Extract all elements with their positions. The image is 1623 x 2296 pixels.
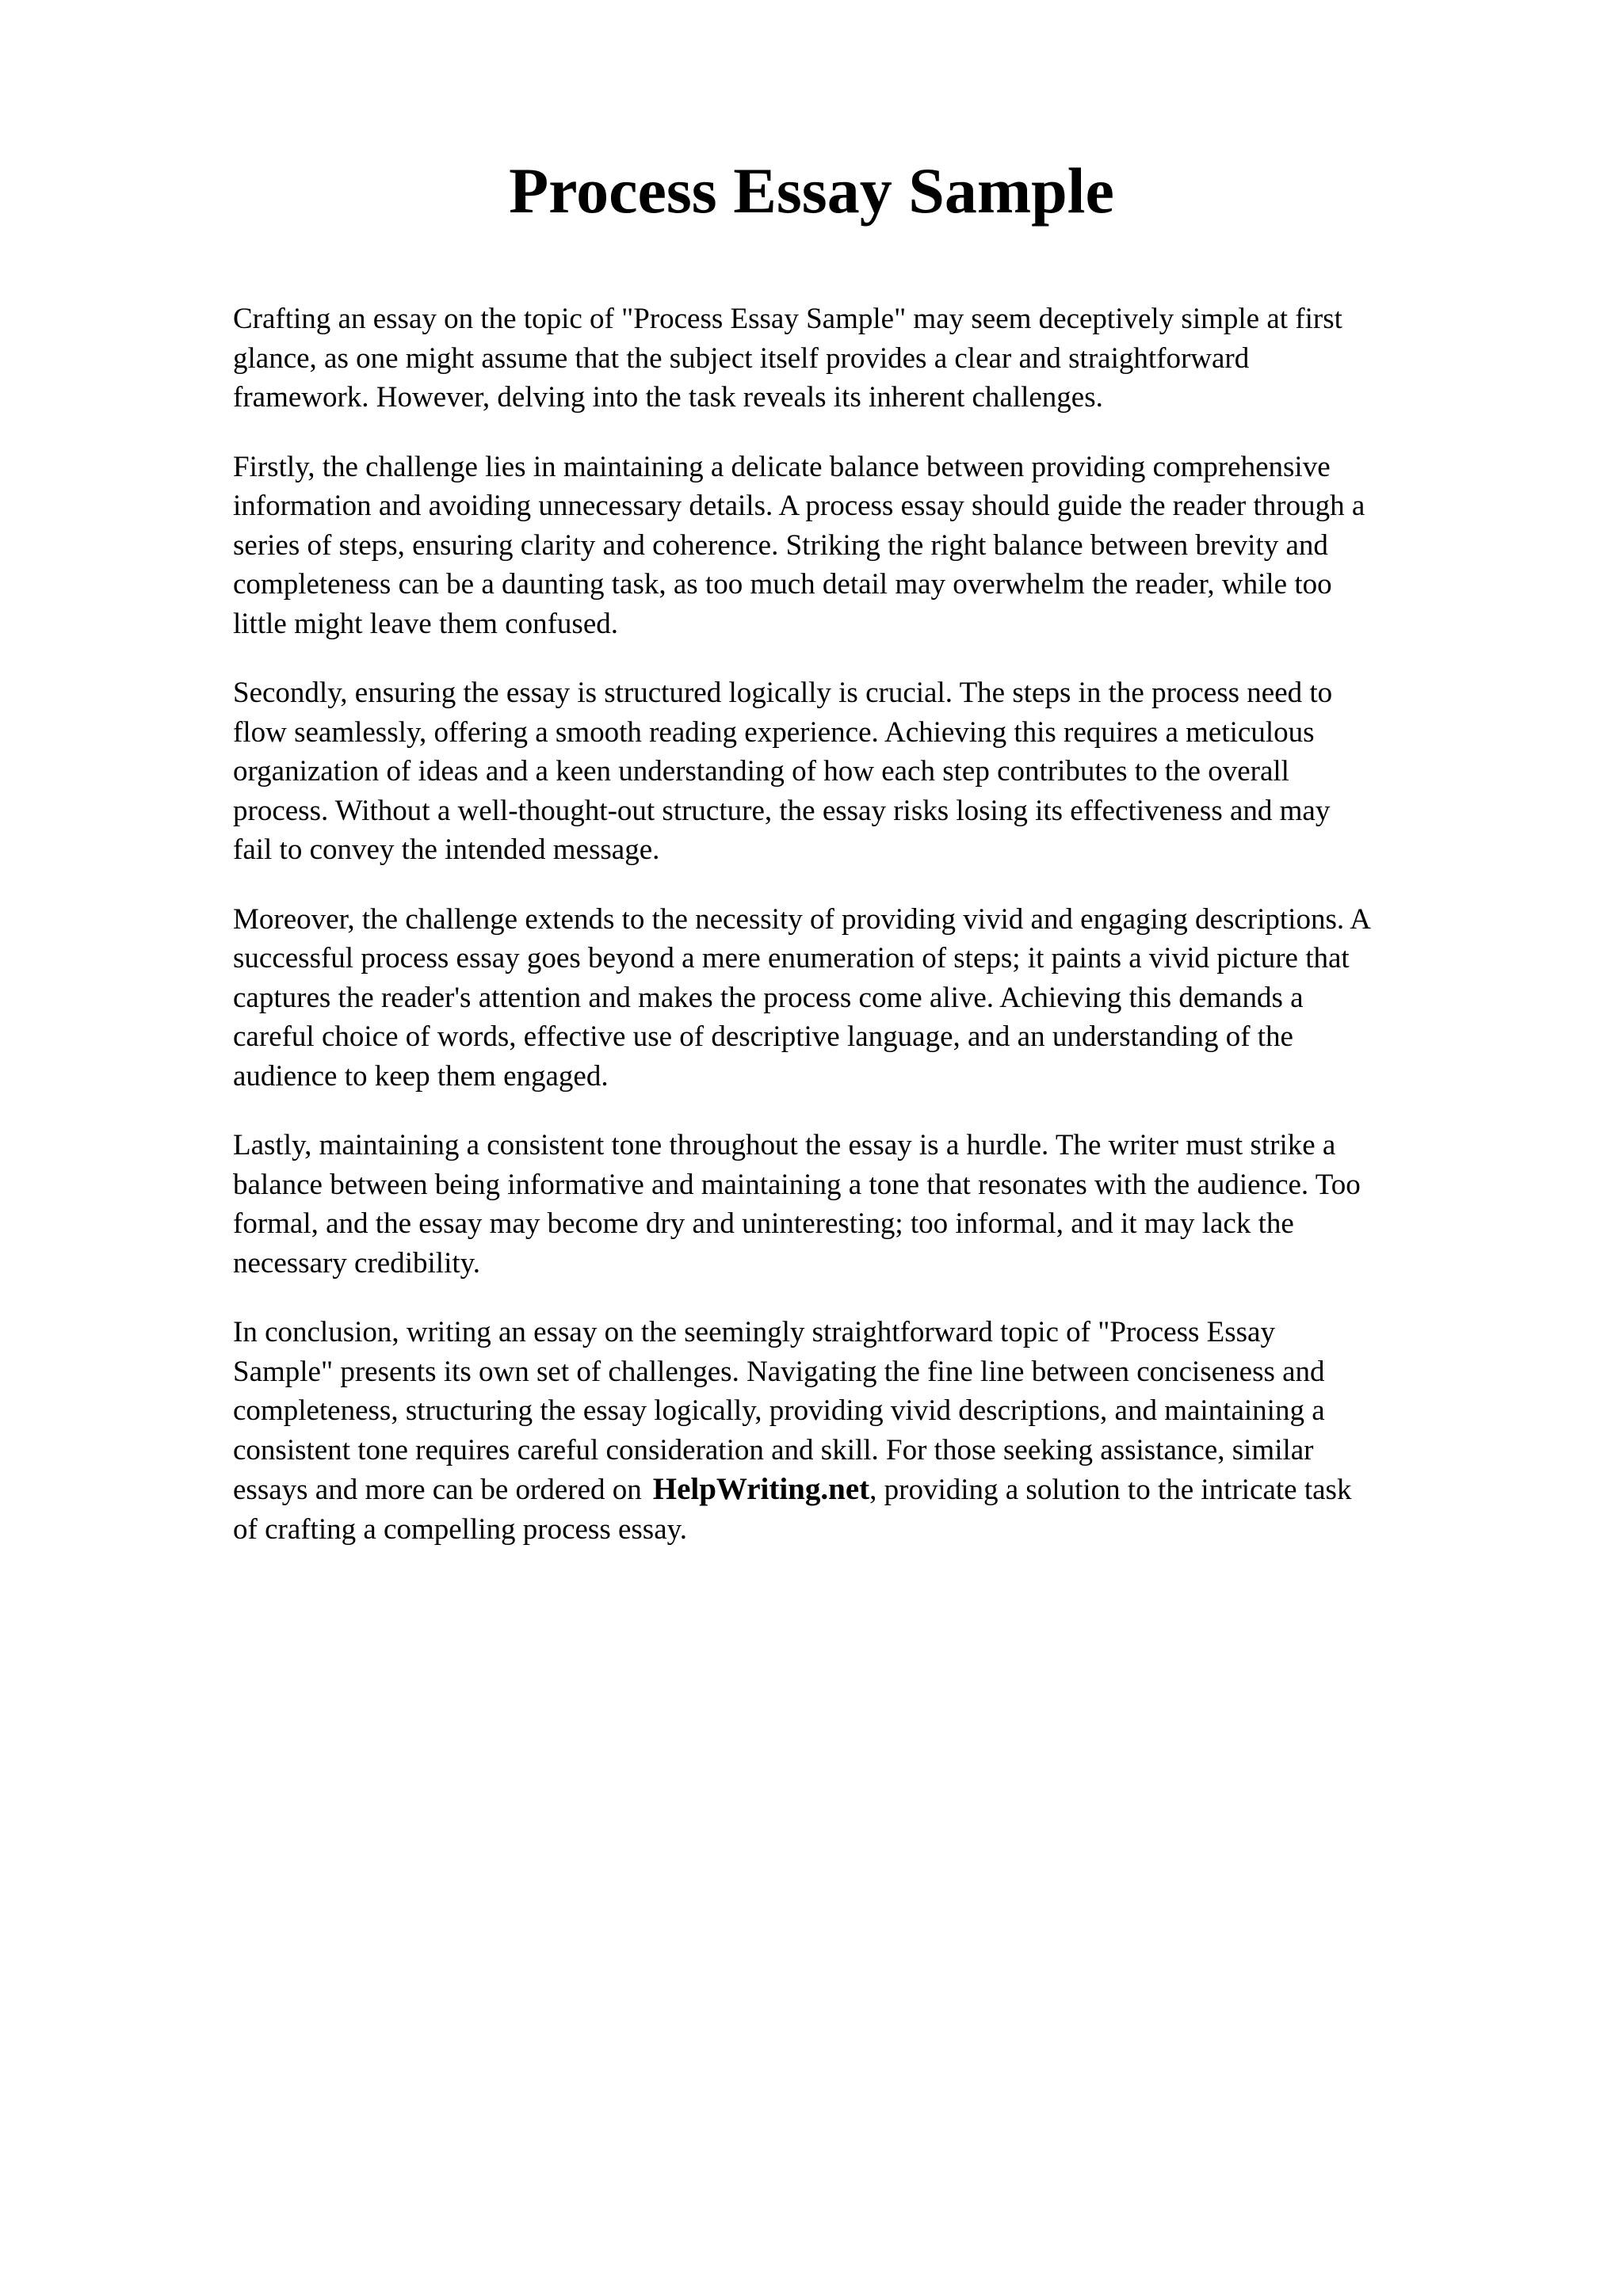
document-body bbox=[233, 299, 1533, 1579]
document-title: Process Essay Sample bbox=[509, 154, 1114, 227]
text-line: balance between being informative and maintaining a tone that resonates with the audience. Too bbox=[233, 1168, 1361, 1201]
text-line: of crafting a compelling process essay. bbox=[233, 1512, 687, 1546]
paragraph-firstly bbox=[233, 448, 1533, 644]
text-line: captures the reader's attention and makes the process come alive. Achieving this demands a bbox=[233, 981, 1304, 1014]
text-line: formal, and the essay may become dry and uninteresting; too informal, and it may lack the bbox=[233, 1207, 1294, 1240]
text-line: organization of ideas and a keen understanding of how each step contributes to the overall bbox=[233, 755, 1289, 788]
text-line: careful choice of words, effective use of descriptive language, and an understanding of the bbox=[233, 1020, 1293, 1053]
text-line: consistent tone requires careful consideration and skill. For those seeking assistance, similar bbox=[233, 1433, 1314, 1466]
paragraph-secondly bbox=[233, 673, 1533, 870]
paragraph-intro bbox=[233, 299, 1533, 418]
text-line: Lastly, maintaining a consistent tone throughout the essay is a hurdle. The writer must strike a bbox=[233, 1129, 1336, 1161]
text-line: Secondly, ensuring the essay is structured logically is crucial. The steps in the process need to bbox=[233, 677, 1333, 709]
helpwriting-link[interactable]: HelpWriting.net bbox=[652, 1472, 870, 1506]
text-line: information and avoiding unnecessary details. A process essay should guide the reader through a bbox=[233, 490, 1365, 522]
text-line: glance, as one might assume that the subject itself provides a clear and straightforward bbox=[233, 341, 1250, 375]
text-line: fail to convey the intended message. bbox=[233, 833, 660, 866]
text-line: Moreover, the challenge extends to the necessity of providing vivid and engaging descriptions. A bbox=[233, 902, 1372, 936]
text-line: successful process essay goes beyond a mere enumeration of steps; it paints a vivid picture that bbox=[233, 942, 1350, 974]
text-line: series of steps, ensuring clarity and coherence. Striking the right balance between brevity and bbox=[233, 528, 1328, 562]
paragraph-lastly bbox=[233, 1126, 1533, 1283]
text-line: little might leave them confused. bbox=[233, 607, 619, 640]
text-line: flow seamlessly, offering a smooth reading experience. Achieving this requires a meticulous bbox=[233, 715, 1315, 749]
text-line: In conclusion, writing an essay on the seemingly straightforward topic of "Process Essay bbox=[233, 1316, 1275, 1348]
text-line: Crafting an essay on the topic of "Process Essay Sample" may seem deceptively simple at first bbox=[233, 303, 1342, 335]
text-line: process. Without a well-thought-out structure, the essay risks losing its effectiveness and may bbox=[233, 794, 1331, 827]
text-line: completeness can be a daunting task, as too much detail may overwhelm the reader, while too bbox=[233, 568, 1332, 601]
paragraph-conclusion bbox=[233, 1313, 1533, 1549]
text-before-link: essays and more can be ordered on bbox=[233, 1474, 642, 1506]
text-line: completeness, structuring the essay logically, providing vivid descriptions, and maintaining a bbox=[233, 1394, 1325, 1427]
paragraph-moreover bbox=[233, 900, 1533, 1097]
text-line: framework. However, delving into the task reveals its inherent challenges. bbox=[233, 381, 1103, 414]
text-after-link: , providing a solution to the intricate task bbox=[869, 1474, 1352, 1506]
text-line: audience to keep them engaged. bbox=[233, 1059, 609, 1093]
text-line: Firstly, the challenge lies in maintaining a delicate balance between providing comprehensive bbox=[233, 450, 1331, 483]
text-line-with-link bbox=[233, 1470, 1533, 1510]
text-line: Sample" presents its own set of challenges. Navigating the fine line between conciseness and bbox=[233, 1355, 1325, 1388]
text-line: necessary credibility. bbox=[233, 1246, 480, 1280]
